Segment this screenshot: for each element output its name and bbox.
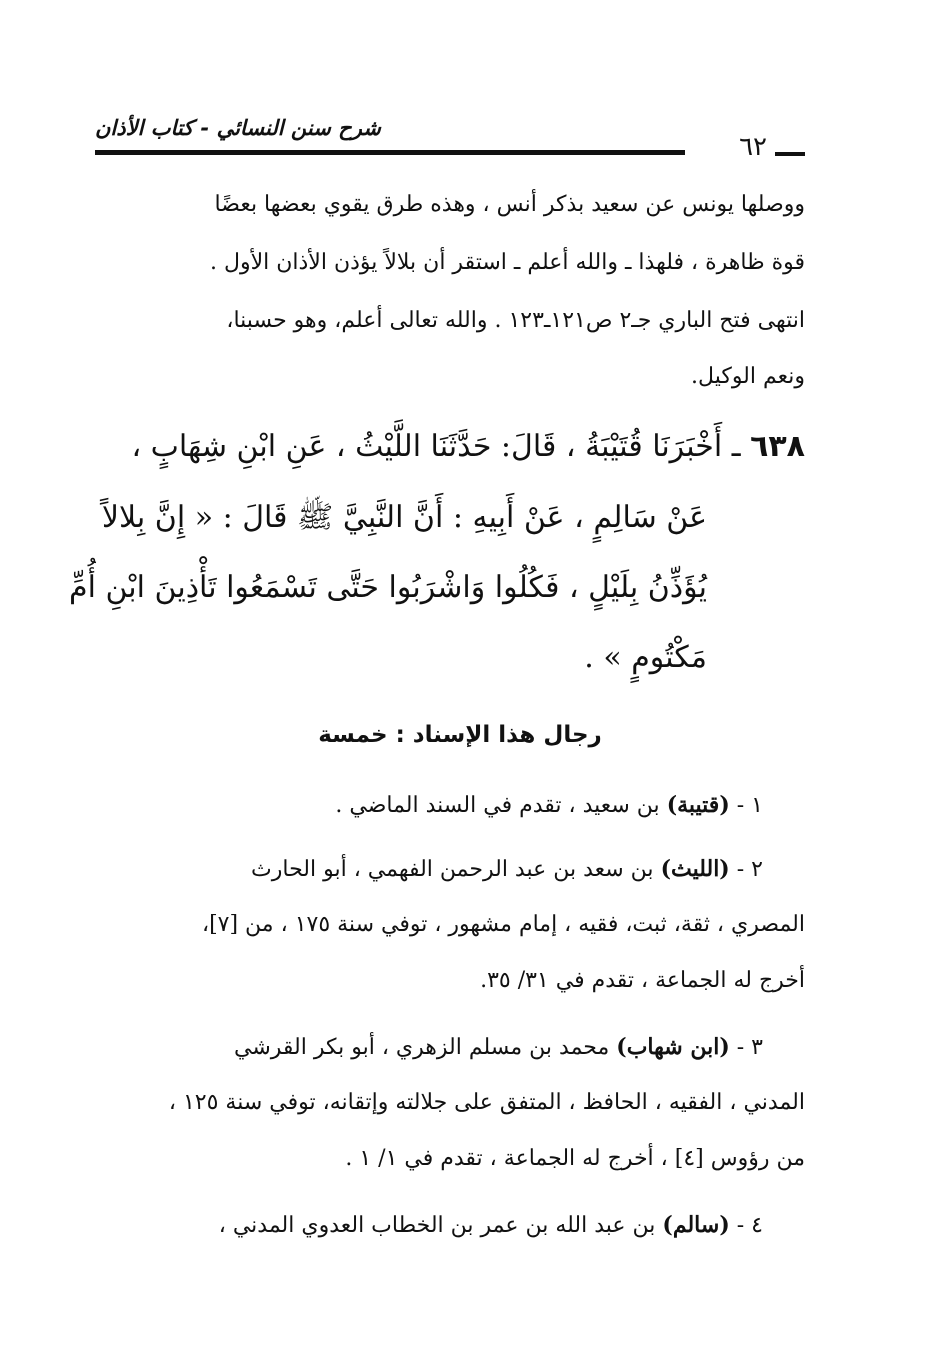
narrator-text: بن سعيد ، تقدم في السند الماضي . [335, 793, 660, 818]
hadith-line: أَخْبَرَنَا قُتَيْبَةُ ، قَالَ: حَدَّثَنَا اللَّيْثُ ، عَنِ ابْنِ شِهَابٍ ، [131, 429, 723, 464]
text-line: قوة ظاهرة ، فلهذا ـ والله أعلم ـ استقر أن بلالاً يؤذن الأذان الأول . [209, 250, 805, 275]
hadith-number: ٦٣٨ [750, 429, 805, 464]
narrator-index: ٣ - [736, 1035, 763, 1060]
page-header [95, 108, 805, 168]
hadith-line: عَنْ سَالِمٍ ، عَنْ أَبِيهِ : أَنَّ النَّبِيَّ ﷺ قَالَ : « إِنَّ بِلالاً [101, 500, 707, 535]
narrator-entry [234, 1030, 763, 1065]
narrator-entry [251, 852, 763, 887]
page-number-dash [775, 152, 805, 156]
running-title: شرح سنن النسائي - كتاب الأذان [95, 116, 381, 140]
narrator-index: ٢ - [736, 857, 763, 882]
narrator-text: أخرج له الجماعة ، تقدم في ٣١/ ٣٥. [480, 968, 805, 993]
narrator-text: محمد بن مسلم الزهري ، أبو بكر القرشي [233, 1035, 610, 1060]
narrator-text: من رؤوس [٤] ، أخرج له الجماعة ، تقدم في ١/ ١ . [345, 1146, 805, 1171]
section-heading: رجال هذا الإسناد : خمسة [318, 722, 602, 748]
narrator-name: (سالم) [662, 1212, 730, 1238]
hadith-separator: ـ [731, 429, 741, 464]
narrator-name: (الليث) [660, 856, 730, 882]
narrator-text: بن عبد الله بن عمر بن الخطاب العدوي المدني ، [218, 1213, 656, 1238]
hadith-line: مَكْتُومٍ » . [584, 640, 707, 675]
narrator-name: (قتيبة) [666, 792, 730, 818]
text-line: ووصلها يونس عن سعيد بذكر أنس ، وهذه طرق يقوي بعضها بعضًا [214, 192, 805, 217]
narrator-entry [335, 788, 763, 823]
hadith-line: يُؤَذِّنُ بِلَيْلٍ ، فَكُلُوا وَاشْرَبُوا حَتَّى تَسْمَعُوا تَأْذِينَ ابْنِ أُمِّ [69, 570, 707, 605]
narrator-entry [219, 1208, 763, 1243]
narrator-index: ١ - [736, 793, 763, 818]
page-number: ٦٢ [739, 132, 767, 162]
hadith-first-line [131, 425, 805, 469]
text-line: ونعم الوكيل. [691, 364, 805, 389]
narrator-text: بن سعد بن عبد الرحمن الفهمي ، أبو الحارث [251, 857, 654, 882]
narrator-text: المصري ، ثقة، ثبت، فقيه ، إمام مشهور ، توفي سنة ١٧٥ ، من [٧]، [201, 912, 805, 937]
narrator-text: المدني ، الفقيه ، الحافظ ، المتفق على جلالته وإتقانه، توفي سنة ١٢٥ ، [168, 1090, 805, 1115]
header-rule [95, 150, 685, 155]
text-line: انتهى فتح الباري جـ٢ ص١٢١ـ١٢٣ . والله تعالى أعلم، وهو حسبنا، [226, 308, 805, 333]
narrator-index: ٤ - [736, 1213, 763, 1238]
narrator-name: (ابن شهاب) [616, 1034, 730, 1060]
